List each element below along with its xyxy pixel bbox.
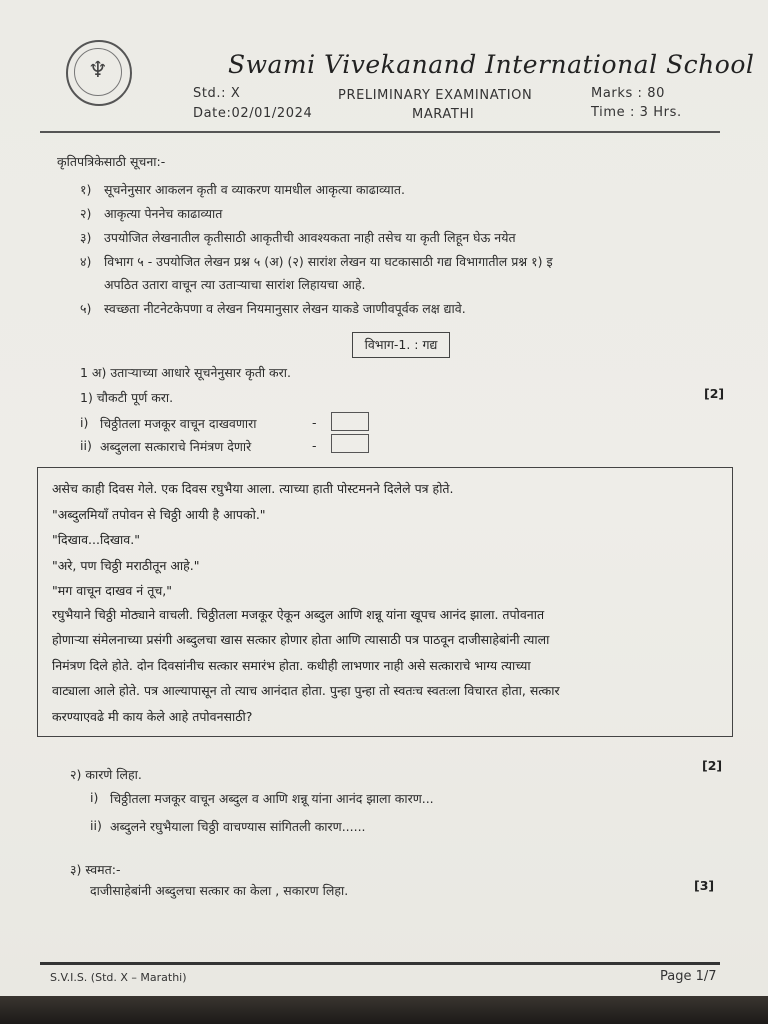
sub-question-num: ii)	[90, 818, 102, 833]
exam-duration: Time : 3 Hrs.	[591, 105, 682, 120]
instruction-text-continued: अपठित उतारा वाचून त्या उताऱ्याचा सारांश लिहायचा आहे.	[104, 277, 366, 292]
instruction-num: ४)	[80, 254, 92, 269]
table-surface	[0, 996, 768, 1024]
passage-line: "अब्दुलमियाँ तपोवन से चिठ्ठी आयी है आपको."	[52, 507, 266, 522]
subject-name: MARATHI	[412, 107, 475, 122]
instruction-text: सूचनेनुसार आकलन कृती व व्याकरण यामधील आकृत्या काढाव्यात.	[104, 182, 405, 197]
passage-line: वाट्याला आले होते. पत्र आल्यापासून तो त्याच आनंदात होता. पुन्हा पुन्हा तो स्वतःच स्वतःला विचारत होता, सत्कार	[52, 683, 560, 698]
sub-question-text: चिठ्ठीतला मजकूर वाचून दाखवणारा	[100, 416, 257, 431]
question-3: ३) स्वमत:-	[70, 862, 121, 877]
question-3-marks: [3]	[694, 878, 715, 893]
sub-question-num: ii)	[80, 438, 92, 453]
question-1-1: 1) चौकटी पूर्ण करा.	[80, 390, 174, 405]
instruction-num: ५)	[80, 301, 92, 316]
answer-box[interactable]	[331, 434, 369, 453]
passage-box	[37, 467, 733, 737]
passage-line: करण्याएवढे मी काय केले आहे तपोवनसाठी?	[52, 709, 253, 724]
sub-question-text: अब्दुलने रघुभैयाला चिठ्ठी वाचण्यास सांगितली कारण......	[110, 819, 366, 834]
passage-line: "अरे, पण चिठ्ठी मराठीतून आहे."	[52, 558, 200, 573]
answer-box[interactable]	[331, 412, 369, 431]
passage-line: असेच काही दिवस गेले. एक दिवस रघुभैया आला. त्याच्या हाती पोस्टमनने दिलेले पत्र होते.	[52, 481, 454, 496]
instruction-text: उपयोजित लेखनातील कृतीसाठी आकृतीची आवश्यकता नाही तसेच या कृती लिहून घेऊ नयेत	[104, 230, 516, 245]
footer-label: S.V.I.S. (Std. X – Marathi)	[50, 971, 187, 984]
sub-question-text: चिठ्ठीतला मजकूर वाचून अब्दुल व आणि शन्नू यांना आनंद झाला कारण...	[110, 791, 434, 806]
footer-divider	[40, 962, 720, 965]
passage-line: होणाऱ्या संमेलनाच्या प्रसंगी अब्दुलचा खास सत्कार होणार होता आणि त्यासाठी पत्र पाठवून दाजीसाहेबांनी त्याला	[52, 632, 550, 647]
instruction-text: स्वच्छता नीटनेटकेपणा व लेखन नियमानुसार लेखन याकडे जाणीवपूर्वक लक्ष द्यावे.	[104, 301, 466, 316]
sub-question-text: अब्दुलला सत्काराचे निमंत्रण देणारे	[100, 439, 252, 454]
sub-question-dash: -	[312, 438, 317, 453]
page-number: Page 1/7	[660, 969, 717, 984]
question-3-text: दाजीसाहेबांनी अब्दुलचा सत्कार का केला , सकारण लिहा.	[90, 883, 349, 898]
passage-line: "दिखाव...दिखाव."	[52, 532, 140, 547]
sub-question-num: i)	[90, 790, 99, 805]
question-1a: 1 अ) उताऱ्याच्या आधारे सूचनेनुसार कृती करा.	[80, 365, 291, 380]
question-1-1-marks: [2]	[704, 386, 725, 401]
instruction-text: आकृत्या पेननेच काढाव्यात	[104, 206, 223, 221]
instruction-num: १)	[80, 182, 92, 197]
school-logo-icon	[66, 40, 132, 106]
instruction-num: ३)	[80, 230, 92, 245]
sub-question-dash: -	[312, 415, 317, 430]
passage-line: निमंत्रण दिले होते. दोन दिवसांनीच सत्कार समारंभ होता. कधीही लाभणार नाही असे सत्काराचे भाग्य त्याच्या	[52, 658, 531, 673]
instructions-heading: कृतिपत्रिकेसाठी सूचना:-	[57, 154, 166, 169]
question-2: २) कारणे लिहा.	[70, 767, 142, 782]
lamp-icon: ♆	[88, 58, 108, 83]
instruction-num: २)	[80, 206, 92, 221]
instruction-text: विभाग ५ - उपयोजित लेखन प्रश्न ५ (अ) (२) सारांश लेखन या घटकासाठी गद्य विभागातील प्रश्न १) इ	[104, 254, 553, 269]
section-title: विभाग-1. : गद्य	[352, 332, 450, 358]
header-divider	[40, 131, 720, 133]
school-name: Swami Vivekanand International School	[228, 50, 755, 79]
passage-line: "मग वाचून दाखव नं तूच,"	[52, 583, 172, 598]
total-marks: Marks : 80	[591, 86, 666, 101]
passage-line: रघुभैयाने चिठ्ठी मोठ्याने वाचली. चिठ्ठीतला मजकूर ऐकून अब्दुल आणि शन्नू यांना खूपच आनंद झाला. तपोवनात	[52, 607, 545, 622]
exam-date: Date:02/01/2024	[193, 106, 313, 121]
std-label: Std.: X	[193, 86, 241, 101]
exam-title: PRELIMINARY EXAMINATION	[338, 88, 533, 103]
sub-question-num: i)	[80, 415, 89, 430]
question-2-marks: [2]	[702, 758, 723, 773]
